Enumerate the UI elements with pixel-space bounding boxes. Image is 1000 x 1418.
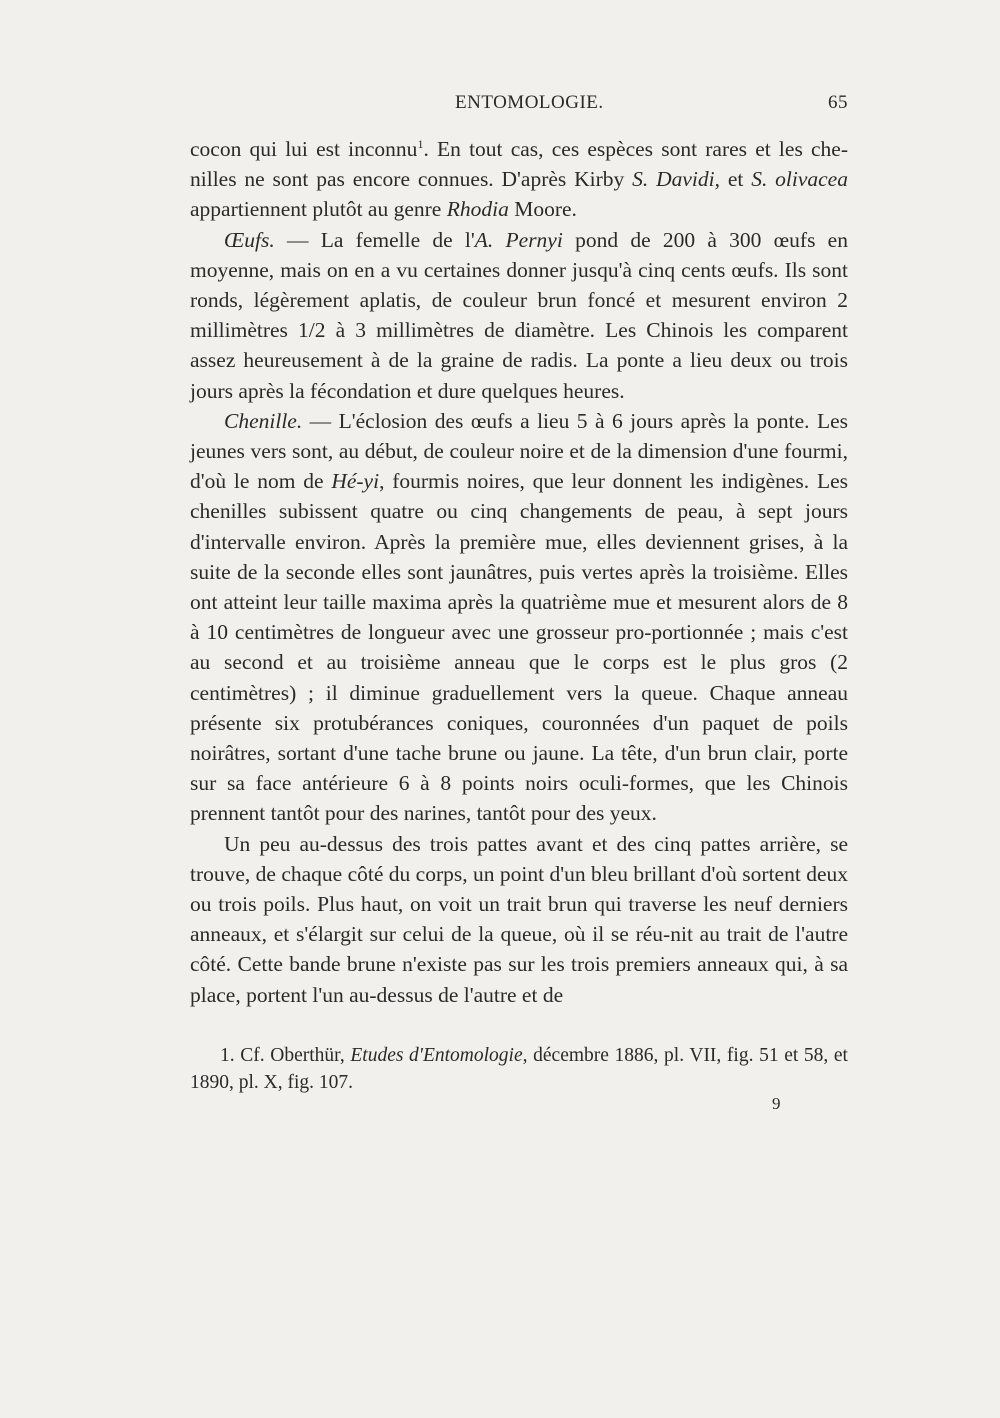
text-span: cocon qui lui est inconnu	[190, 137, 418, 161]
text-span: — La femelle de l'	[274, 227, 475, 252]
section-label: Œufs.	[224, 227, 275, 252]
text-span: , fourmis noires, que leur donnent les indigènes. Les chenilles subissent quatre ou cinq changements de peau, à sept jours d'intervalle environ. Après la première mue, elles deviennent grises, à la suite de la seconde elles sont jaunâtres, puis vertes après la troisième. Elles ont atteint leur taille maxima après la quatrième mue et mesurent alors de 8 à 10 centimètres de longueur avec une grosseur pro-portionnée ; mais c'est au second et au troisième anneau que le corps est le plus gros (2 centimètres) ; il diminue graduellement vers la queue. Chaque anneau présente six protubérances coniques, couronnées d'un paquet de poils noirâtres, sortant d'une tache brune ou jaune. La tête, d'un brun clair, porte sur sa face antérieure 6 à 8 points noirs oculi-formes, que les Chinois prennent tantôt pour des narines, tantôt pour des yeux.	[190, 469, 848, 826]
body-text	[190, 134, 848, 1010]
footnote-1	[190, 1042, 848, 1096]
page-number: 65	[828, 92, 848, 113]
text-span: . En tout cas, ces espèces sont rares et les che-nilles ne sont pas encore connues. D'après Kirby	[190, 137, 849, 192]
running-title: ENTOMOLOGIE.	[455, 92, 604, 113]
species-name: S. olivacea	[751, 167, 848, 192]
local-name: Hé-yi	[331, 469, 380, 494]
running-head	[190, 92, 848, 122]
text-span: appartiennent plutôt au genre	[190, 197, 447, 222]
text-span: — L'éclosion des œufs a lieu 5 à 6 jours après la ponte. Les jeunes vers sont, au début, de couleur noire et de la dimension d'une fourmi, d'où le nom de	[190, 408, 848, 494]
paragraph-cocon	[190, 134, 848, 225]
footnotes	[190, 1042, 848, 1096]
footnote-ref: 1	[417, 136, 424, 151]
cited-title: Etudes d'Entomologie	[350, 1045, 523, 1066]
paragraph-oeufs	[190, 225, 848, 406]
paragraph-chenille	[190, 406, 848, 829]
text-span: , décembre 1886, pl. VII, fig. 51 et 58, et 1890, pl. X, fig. 107.	[190, 1045, 848, 1093]
genus-name: Rhodia	[446, 197, 509, 222]
signature-mark: 9	[772, 1094, 781, 1113]
paragraph-pattes: Un peu au-dessus des trois pattes avant et des cinq pattes arrière, se trouve, de chaque côté du corps, un point d'un bleu brillant d'où sortent deux ou trois poils. Plus haut, on voit un trait brun qui traverse les neuf derniers anneaux, et s'élargit sur celui de la queue, où il se réu-nit au trait de l'autre côté. Cette bande brune n'existe pas sur les trois premiers anneaux qui, à sa place, portent l'un au-dessus de l'autre et de	[190, 831, 848, 1007]
species-name: S. Davidi	[632, 167, 715, 192]
species-name: A. Pernyi	[474, 227, 563, 252]
text-span: Moore.	[508, 197, 577, 222]
text-span: 1. Cf. Oberthür,	[220, 1045, 351, 1066]
text-span: , et	[714, 167, 752, 192]
text-span: pond de 200 à 300 œufs en moyenne, mais on en a vu certaines donner jusqu'à cinq cents œufs. Ils sont ronds, légèrement aplatis, de couleur brun foncé et mesurent environ 2 millimètres 1/2 à 3 millimètres de diamètre. Les Chinois les comparent assez heureusement à de la graine de radis. La ponte a lieu deux ou trois jours après la fécondation et dure quelques heures.	[190, 227, 848, 403]
section-label: Chenille.	[224, 408, 303, 433]
